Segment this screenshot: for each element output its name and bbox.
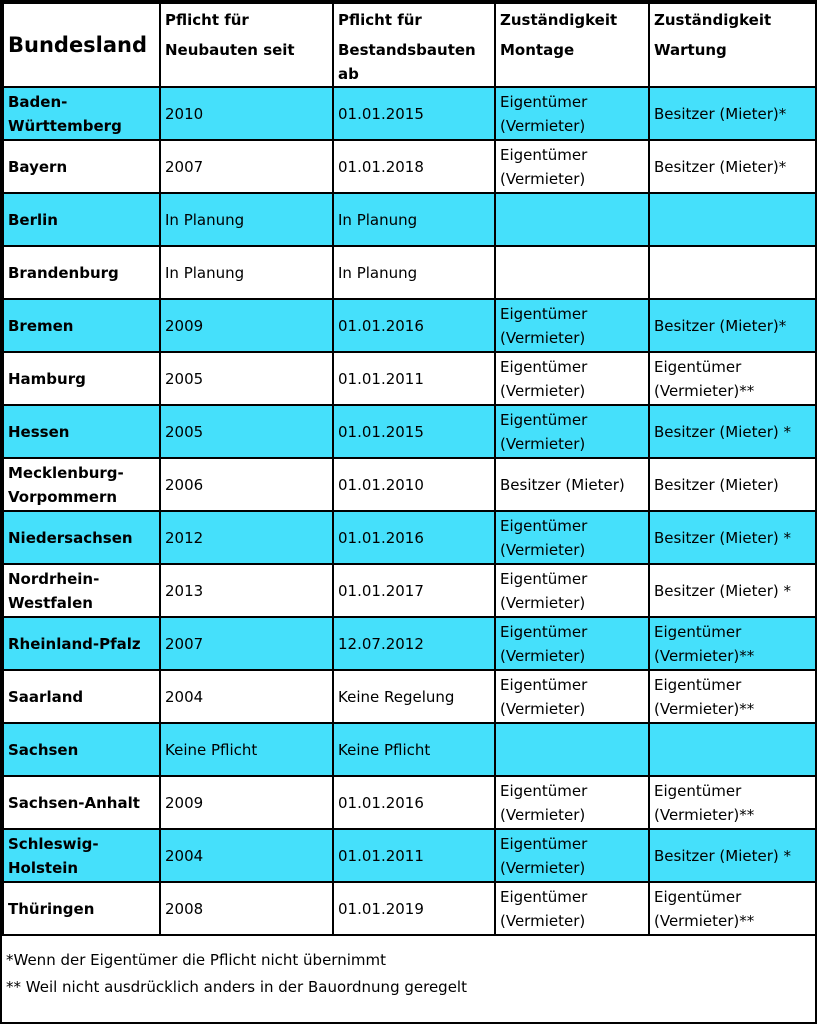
cell-montage [495,193,649,246]
cell-bestandsbauten: 01.01.2016 [333,776,495,829]
cell-wartung: Besitzer (Mieter)* [649,87,816,140]
cell-wartung: Eigentümer (Vermieter)** [649,617,816,670]
header-montage-line1: Zuständigkeit [500,11,618,29]
cell-montage: Eigentümer (Vermieter) [495,140,649,193]
cell-montage: Eigentümer (Vermieter) [495,617,649,670]
cell-wartung: Besitzer (Mieter) * [649,829,816,882]
footnote-1: *Wenn der Eigentümer die Pflicht nicht übernimmt [6,951,386,969]
cell-neubauten: 2008 [160,882,333,935]
cell-wartung: Besitzer (Mieter) [649,458,816,511]
cell-wartung: Besitzer (Mieter) * [649,511,816,564]
cell-montage: Eigentümer (Vermieter) [495,829,649,882]
header-bestandsbauten [333,3,495,87]
table-row [3,458,816,511]
cell-montage [495,246,649,299]
header-bundesland: Bundesland [3,3,160,87]
cell-bundesland: Rheinland-Pfalz [3,617,160,670]
cell-neubauten: 2005 [160,352,333,405]
cell-neubauten: 2013 [160,564,333,617]
cell-neubauten: 2009 [160,299,333,352]
cell-bestandsbauten: Keine Pflicht [333,723,495,776]
cell-wartung: Besitzer (Mieter) * [649,405,816,458]
header-bestandsbauten-line1: Pflicht für [338,11,422,29]
header-wartung-line1: Zuständigkeit [654,11,772,29]
cell-bundesland: Baden-Württemberg [3,87,160,140]
cell-bestandsbauten: 01.01.2016 [333,511,495,564]
cell-bundesland: Nordrhein-Westfalen [3,564,160,617]
cell-bundesland: Saarland [3,670,160,723]
cell-bundesland: Hessen [3,405,160,458]
cell-wartung: Besitzer (Mieter) * [649,564,816,617]
cell-neubauten: 2005 [160,405,333,458]
cell-neubauten: In Planung [160,246,333,299]
cell-wartung: Besitzer (Mieter)* [649,140,816,193]
cell-bundesland: Sachsen [3,723,160,776]
cell-bundesland: Bremen [3,299,160,352]
cell-wartung: Eigentümer (Vermieter)** [649,670,816,723]
cell-bestandsbauten: Keine Regelung [333,670,495,723]
cell-montage: Eigentümer (Vermieter) [495,87,649,140]
cell-bestandsbauten: 01.01.2015 [333,87,495,140]
cell-neubauten: Keine Pflicht [160,723,333,776]
table-row [3,193,816,246]
footnote-2: ** Weil nicht ausdrücklich anders in der Bauordnung geregelt [6,978,467,996]
cell-bestandsbauten: 01.01.2019 [333,882,495,935]
cell-montage: Eigentümer (Vermieter) [495,352,649,405]
cell-bestandsbauten: 01.01.2011 [333,352,495,405]
table-row [3,776,816,829]
cell-neubauten: 2009 [160,776,333,829]
cell-bundesland: Berlin [3,193,160,246]
cell-neubauten: 2004 [160,829,333,882]
cell-bundesland: Niedersachsen [3,511,160,564]
header-neubauten-line2: Neubauten seit [165,41,295,59]
cell-wartung: Eigentümer (Vermieter)** [649,776,816,829]
cell-wartung [649,193,816,246]
cell-neubauten: In Planung [160,193,333,246]
cell-montage: Eigentümer (Vermieter) [495,882,649,935]
table-header-row [3,3,816,87]
table-row [3,299,816,352]
table-row [3,511,816,564]
table-row [3,140,816,193]
cell-neubauten: 2007 [160,617,333,670]
cell-bestandsbauten: 01.01.2017 [333,564,495,617]
cell-bestandsbauten: In Planung [333,193,495,246]
table-row [3,87,816,140]
cell-bundesland: Thüringen [3,882,160,935]
cell-bundesland: Hamburg [3,352,160,405]
header-wartung [649,3,816,87]
cell-bundesland: Mecklenburg-Vorpommern [3,458,160,511]
cell-bestandsbauten: 01.01.2011 [333,829,495,882]
cell-neubauten: 2006 [160,458,333,511]
table-row [3,617,816,670]
rauchmelder-table [2,2,817,936]
cell-neubauten: 2010 [160,87,333,140]
cell-wartung: Besitzer (Mieter)* [649,299,816,352]
cell-neubauten: 2012 [160,511,333,564]
cell-bundesland: Sachsen-Anhalt [3,776,160,829]
header-wartung-line2: Wartung [654,41,727,59]
cell-wartung [649,723,816,776]
cell-bestandsbauten: In Planung [333,246,495,299]
cell-bestandsbauten: 12.07.2012 [333,617,495,670]
cell-montage: Eigentümer (Vermieter) [495,670,649,723]
header-montage [495,3,649,87]
table-row [3,405,816,458]
cell-bundesland: Schleswig-Holstein [3,829,160,882]
table-row [3,564,816,617]
cell-bundesland: Bayern [3,140,160,193]
table-row [3,352,816,405]
cell-neubauten: 2004 [160,670,333,723]
table-row [3,670,816,723]
table-row [3,246,816,299]
cell-montage: Eigentümer (Vermieter) [495,405,649,458]
cell-bestandsbauten: 01.01.2018 [333,140,495,193]
cell-wartung: Eigentümer (Vermieter)** [649,882,816,935]
cell-bestandsbauten: 01.01.2015 [333,405,495,458]
cell-bestandsbauten: 01.01.2010 [333,458,495,511]
header-bestandsbauten-line2: Bestandsbauten ab [338,41,476,83]
cell-montage: Eigentümer (Vermieter) [495,564,649,617]
cell-montage: Besitzer (Mieter) [495,458,649,511]
cell-bundesland: Brandenburg [3,246,160,299]
cell-wartung: Eigentümer (Vermieter)** [649,352,816,405]
cell-bestandsbauten: 01.01.2016 [333,299,495,352]
cell-montage: Eigentümer (Vermieter) [495,776,649,829]
header-montage-line2: Montage [500,41,575,59]
table-row [3,723,816,776]
table-row [3,829,816,882]
cell-neubauten: 2007 [160,140,333,193]
cell-montage: Eigentümer (Vermieter) [495,511,649,564]
cell-montage: Eigentümer (Vermieter) [495,299,649,352]
cell-montage [495,723,649,776]
footnotes [2,923,815,1022]
cell-wartung [649,246,816,299]
header-neubauten [160,3,333,87]
header-neubauten-line1: Pflicht für [165,11,249,29]
